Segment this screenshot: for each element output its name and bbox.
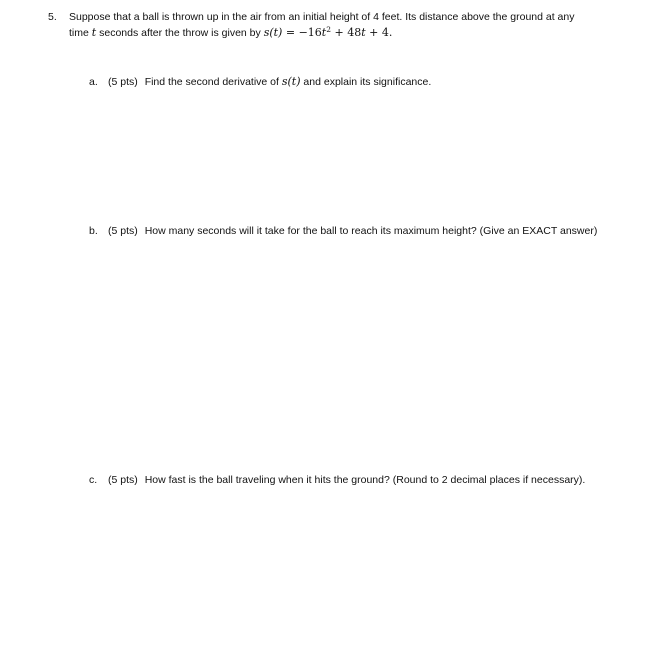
part-b-letter: b.	[89, 225, 98, 237]
equation-t1: t	[321, 26, 327, 39]
problem-5	[48, 9, 638, 41]
problem-line-2	[69, 25, 638, 41]
equation-constant: + 4.	[365, 26, 393, 39]
equation-linear-coefficient: + 48	[331, 26, 362, 39]
problem-line-2-mid: seconds after the throw is given by	[96, 27, 264, 39]
part-c-letter: c.	[89, 474, 98, 486]
part-b-text: How many seconds will it take for the ball to reach its maximum height? (Give an EXACT answer)	[144, 225, 598, 237]
part-c-points: (5 pts)	[108, 474, 138, 486]
time-variable: t	[91, 26, 97, 39]
equation-lhs: s(t)	[263, 26, 283, 39]
part-c-text: How fast is the ball traveling when it hits the ground? (Round to 2 decimal places if necessary).	[144, 474, 586, 486]
part-b	[89, 223, 597, 239]
problem-number: 5.	[48, 11, 57, 23]
part-a-text-after: and explain its significance.	[300, 76, 432, 88]
problem-statement	[69, 9, 638, 41]
part-a-points: (5 pts)	[108, 76, 138, 88]
part-a-math: s(t)	[281, 75, 301, 88]
part-a-letter: a.	[89, 76, 98, 88]
problem-line-2-prefix: time	[69, 27, 92, 39]
equation-t2: t	[361, 26, 366, 39]
equation-coefficient: = −16	[282, 26, 322, 39]
problem-line-1: Suppose that a ball is thrown up in the air from an initial height of 4 feet. Its distance above the ground at any	[69, 11, 575, 23]
part-a	[89, 74, 431, 90]
part-a-text-before: Find the second derivative of	[144, 76, 282, 88]
part-b-points: (5 pts)	[108, 225, 138, 237]
equation-exponent: 2	[326, 25, 331, 34]
part-c	[89, 472, 585, 488]
position-equation	[264, 26, 393, 39]
